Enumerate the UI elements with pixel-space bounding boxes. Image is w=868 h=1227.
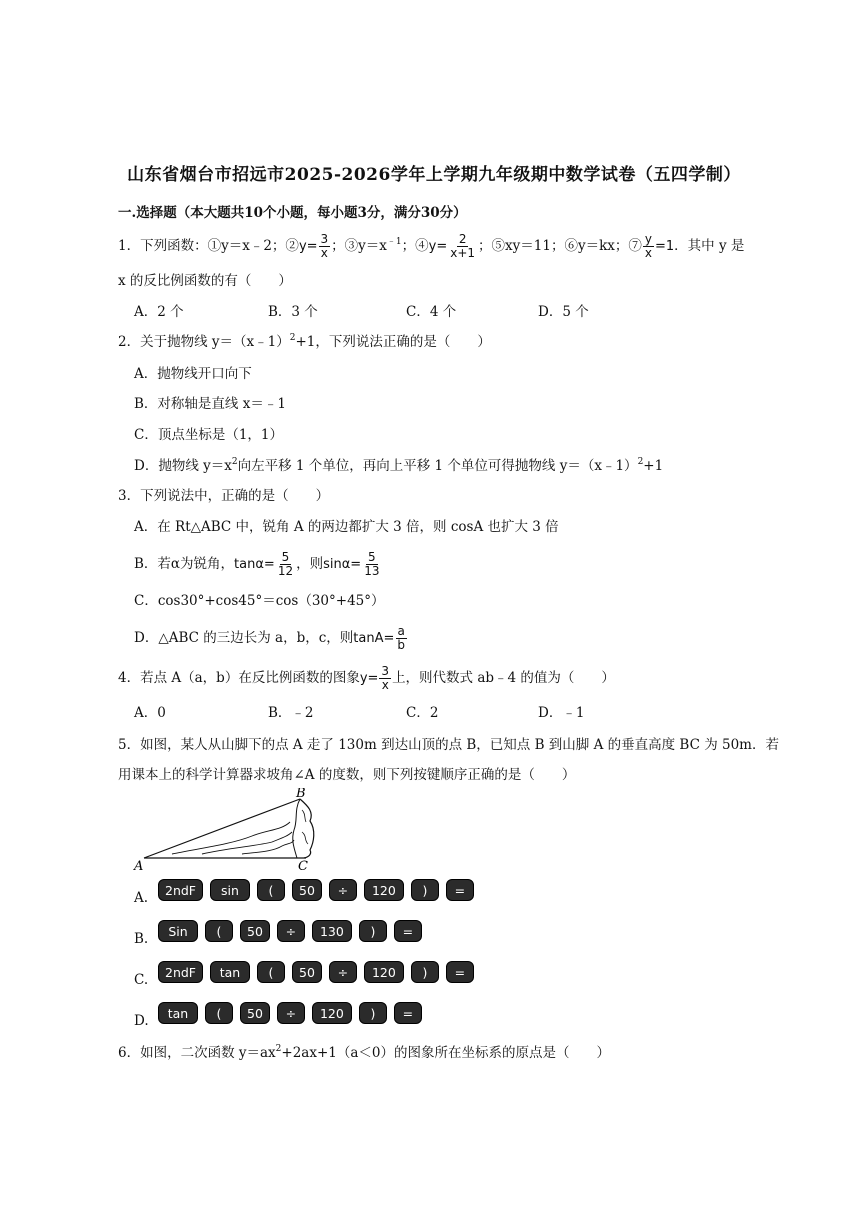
q6-superscript: 2: [275, 1044, 282, 1054]
mountain-contour-1: [172, 822, 290, 854]
q2-superscript: 2: [289, 333, 296, 343]
calculator-key: =: [394, 920, 422, 942]
q4-text: 上，则代数式 ab﹣4 的值为（ ）: [392, 670, 615, 686]
q2d-superscript: 2: [637, 457, 644, 467]
numerator: y: [644, 232, 652, 246]
q1-text: y＝x﹣2；②: [221, 238, 299, 254]
question-5-line-1: 5．如图，某人从山脚下的点 A 走了 130m 到达山顶的点 B，已知点 B 到山脚 A 的垂直高度 BC 为 50m．若: [118, 737, 779, 753]
q1-text: 1．下列函数：①: [118, 238, 222, 254]
q1-fraction-7: [643, 233, 654, 260]
q1-formula-7-rhs: =1: [655, 239, 675, 254]
numerator: 3: [320, 232, 329, 246]
q2-option-d: [134, 456, 663, 476]
q1-text: ；⑤: [478, 238, 506, 254]
calculator-key: 50: [240, 920, 270, 942]
q5-option-d-label: D.: [134, 1013, 149, 1029]
q4-option-b: B．﹣2: [268, 705, 314, 721]
q1-option-a: A．2 个: [134, 304, 184, 320]
label-point-b: B: [296, 788, 306, 801]
numerator: 5: [281, 550, 290, 564]
calculator-key: 130: [312, 920, 352, 942]
q4-formula-lhs: y=: [359, 671, 379, 686]
denominator: b: [397, 638, 406, 652]
q3b-fraction-1: [276, 551, 295, 578]
q2d-text: +1: [643, 458, 664, 474]
q3b-formula-lhs: sinα=: [323, 557, 362, 572]
q1-text: ．其中 y 是: [674, 238, 745, 254]
calculator-key: ): [411, 961, 439, 983]
q6-text: 6．如图，二次函数 y＝ax: [118, 1045, 276, 1061]
q1-superscript: ﹣1: [386, 237, 402, 247]
mountain-contour-3: [242, 840, 294, 854]
calculator-key: 2ndF: [158, 879, 203, 901]
calculator-key: ): [411, 879, 439, 901]
q2-option-a: A．抛物线开口向下: [134, 366, 252, 382]
calculator-key: ÷: [329, 879, 357, 901]
denominator: x: [320, 246, 328, 260]
calculator-key: ): [359, 1002, 387, 1024]
calculator-key: 120: [312, 1002, 352, 1024]
q1-text: ；④: [401, 238, 429, 254]
q1-formula-2-lhs: y=: [298, 239, 318, 254]
q1-option-b: B．3 个: [268, 304, 318, 320]
q5-option-b-keys: [158, 920, 422, 942]
q2d-text: 向左平移 1 个单位，再向上平移 1 个单位可得抛物线 y＝（x﹣1）: [237, 458, 638, 474]
calculator-key: (: [205, 1002, 233, 1024]
q1-text: y＝x: [358, 238, 387, 254]
calculator-key: 50: [292, 961, 322, 983]
q6-text: +2ax+1（a＜0）的图象所在坐标系的原点是（ ）: [281, 1045, 611, 1061]
q4-fraction: [379, 665, 391, 692]
denominator: 12: [277, 564, 294, 578]
question-5-line-2: 用课本上的科学计算器求坡角∠A 的度数，则下列按键顺序正确的是（ ）: [118, 767, 576, 783]
mountain-slope-figure: [132, 788, 322, 870]
denominator: x: [381, 678, 389, 692]
q2-option-b: B．对称轴是直线 x＝﹣1: [134, 396, 286, 412]
q3d-fraction: [395, 625, 407, 652]
q2d-superscript: 2: [231, 457, 238, 467]
q3b-fraction-2: [362, 551, 381, 578]
q5-option-a-keys: [158, 879, 474, 901]
calculator-key: 120: [364, 879, 404, 901]
calculator-key: ÷: [277, 920, 305, 942]
denominator: x+1: [450, 246, 476, 260]
numerator: a: [397, 624, 405, 638]
q5-option-a-label: A.: [134, 890, 149, 906]
numerator: 5: [368, 550, 376, 564]
q1-text: ；③: [331, 238, 359, 254]
calculator-key: (: [257, 879, 285, 901]
q2-text: +1，下列说法正确的是（ ）: [295, 334, 491, 350]
label-point-a: A: [134, 859, 144, 870]
q1-fraction-2: [319, 233, 331, 260]
q3-option-c: C．cos30°+cos45°＝cos（30°+45°）: [134, 593, 385, 609]
q3b-text: ，则: [296, 556, 324, 572]
q3b-text: B．若α为锐角，: [134, 556, 235, 572]
calculator-key: 2ndF: [158, 961, 203, 983]
q2-text: 2．关于抛物线 y＝（x﹣1）: [118, 334, 290, 350]
calculator-key: ): [359, 920, 387, 942]
q3-option-b: [134, 551, 382, 578]
calculator-key: (: [257, 961, 285, 983]
label-point-c: C: [298, 859, 308, 870]
q1-option-c: C．4 个: [406, 304, 457, 320]
q5-option-c-keys: [158, 961, 474, 983]
q5-option-d-keys: [158, 1002, 422, 1024]
question-1-line-1: [118, 233, 744, 260]
question-3-stem: 3．下列说法中，正确的是（ ）: [118, 488, 330, 504]
q1-fraction-4: [448, 233, 477, 260]
calculator-key: tan: [158, 1002, 198, 1024]
q4-option-a: A．0: [134, 705, 166, 721]
calculator-key: 50: [292, 879, 322, 901]
cliff-inner-line: [293, 799, 300, 858]
calculator-key: sin: [210, 879, 250, 901]
question-4-stem: [118, 665, 615, 692]
calculator-key: (: [205, 920, 233, 942]
q2d-text: D．抛物线 y＝x: [134, 458, 232, 474]
question-2-stem: [118, 332, 491, 352]
q4-option-c: C．2: [406, 705, 439, 721]
calculator-key: =: [446, 961, 474, 983]
q3d-formula-lhs: tanA=: [353, 631, 395, 646]
exam-title: 山东省烟台市招远市2025-2026学年上学期九年级期中数学试卷（五四学制）: [127, 165, 741, 185]
question-6-stem: [118, 1043, 610, 1063]
q4-text: 4．若点 A（a，b）在反比例函数的图象: [118, 670, 360, 686]
q3d-text: D．△ABC 的三边长为 a，b，c，则: [134, 630, 354, 646]
calculator-key: ÷: [329, 961, 357, 983]
calculator-key: 50: [240, 1002, 270, 1024]
q4-option-d: D．﹣1: [538, 705, 585, 721]
q1-text: xy＝11；⑥: [505, 238, 578, 254]
numerator: 2: [458, 232, 467, 246]
cliff-texture: [302, 810, 308, 844]
mountain-contour-2: [202, 832, 292, 854]
cliff-outline: [300, 799, 314, 858]
q3-option-d: [134, 625, 408, 652]
q1-formula-4-lhs: y=: [428, 239, 448, 254]
q3-option-a: A．在 Rt△ABC 中，锐角 A 的两边都扩大 3 倍，则 cosA 也扩大 3 倍: [134, 519, 559, 535]
calculator-key: tan: [210, 961, 250, 983]
q3b-formula-lhs: tanα=: [234, 557, 275, 572]
calculator-key: =: [446, 879, 474, 901]
q1-option-d: D．5 个: [538, 304, 589, 320]
numerator: 3: [381, 664, 390, 678]
calculator-key: =: [394, 1002, 422, 1024]
calculator-key: Sin: [158, 920, 198, 942]
calculator-key: 120: [364, 961, 404, 983]
q5-option-b-label: B.: [134, 931, 149, 947]
calculator-key: ÷: [277, 1002, 305, 1024]
denominator: x: [644, 246, 652, 260]
q5-option-c-label: C.: [134, 972, 149, 988]
q2-option-c: C．顶点坐标是（1，1）: [134, 427, 284, 443]
q1-text: y＝kx；⑦: [577, 238, 642, 254]
section-heading: 一.选择题（本大题共10个小题，每小题3分，满分30分）: [118, 205, 467, 221]
denominator: 13: [364, 564, 380, 578]
question-1-line-2: x 的反比例函数的有（ ）: [118, 273, 292, 289]
